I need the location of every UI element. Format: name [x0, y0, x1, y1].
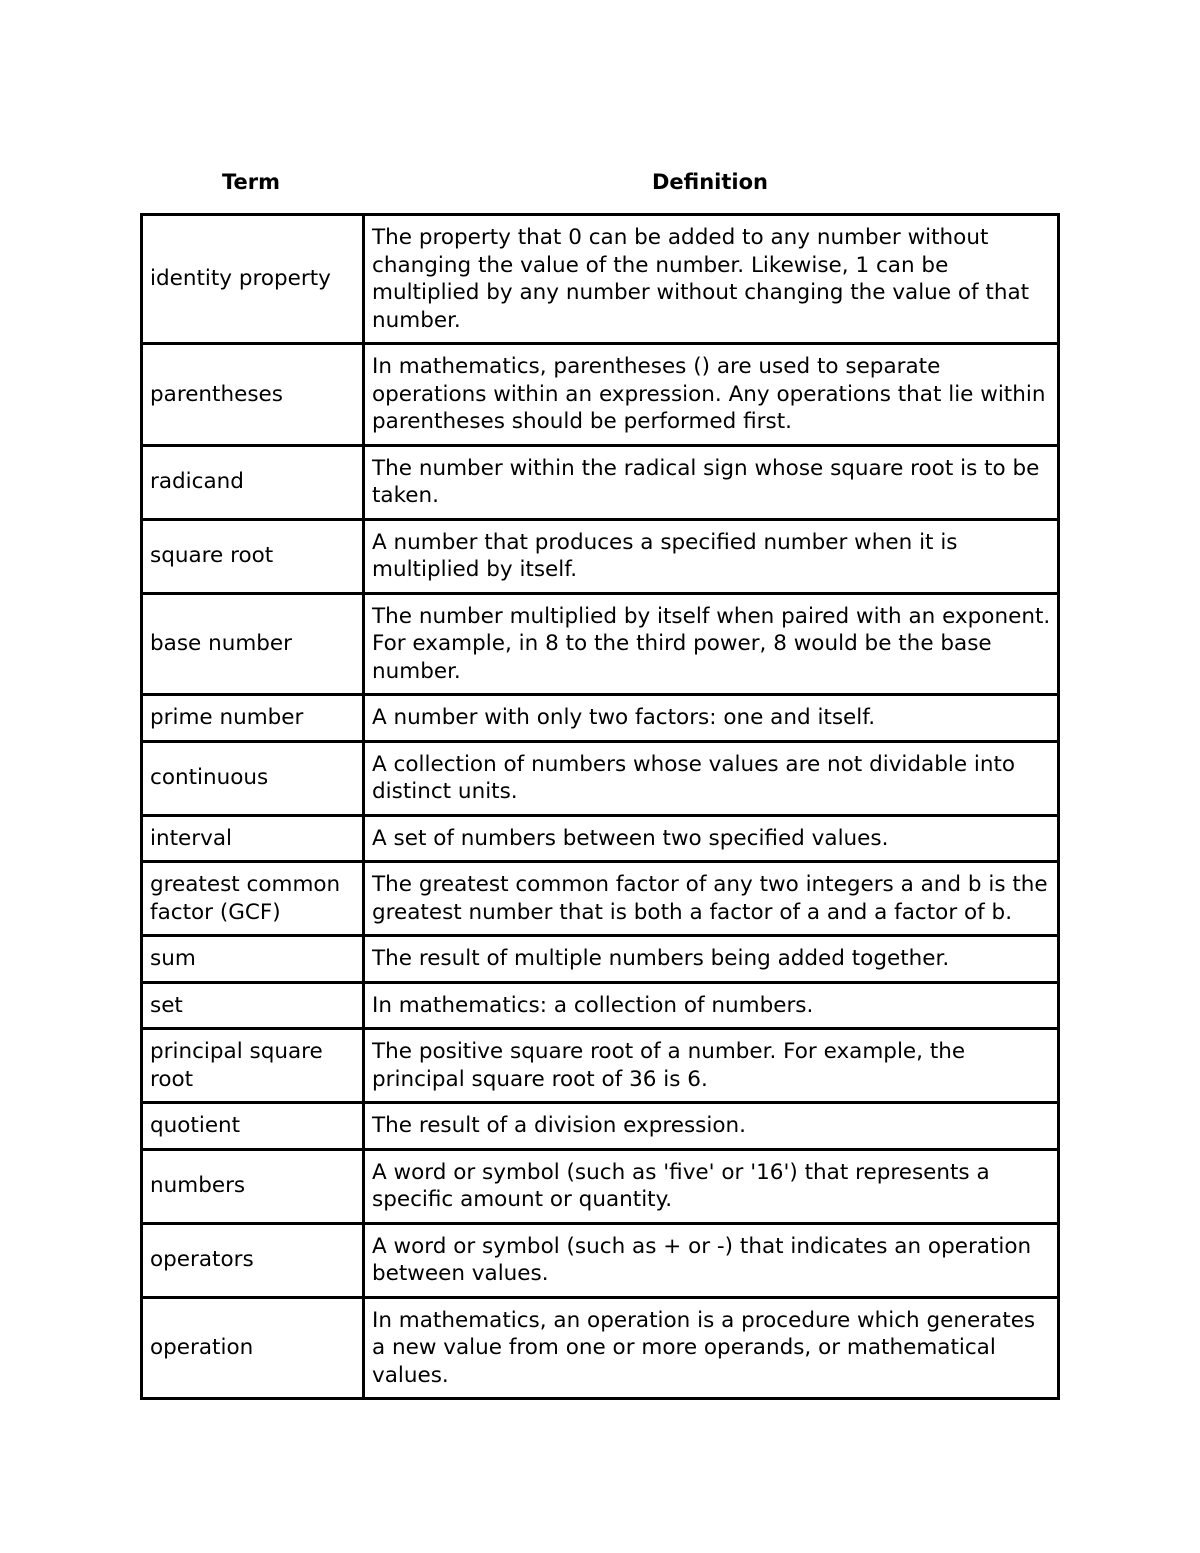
definition-cell: A number that produces a specified number when it is multiplied by itself. [364, 519, 1059, 593]
definition-cell: The result of multiple numbers being added together. [364, 936, 1059, 983]
definition-cell: In mathematics, an operation is a procedure which generates a new value from one or more operands, or mathematical values. [364, 1297, 1059, 1399]
term-cell: continuous [142, 741, 364, 815]
table-row [142, 1223, 1059, 1297]
definition-cell: The number within the radical sign whose square root is to be taken. [364, 445, 1059, 519]
table-row [142, 445, 1059, 519]
definition-cell: The positive square root of a number. For example, the principal square root of 36 is 6. [364, 1029, 1059, 1103]
table-row [142, 1149, 1059, 1223]
term-cell: operators [142, 1223, 364, 1297]
glossary-table [140, 213, 1060, 1400]
table-row [142, 215, 1059, 344]
table-row [142, 1297, 1059, 1399]
table-row [142, 936, 1059, 983]
term-cell: principal square root [142, 1029, 364, 1103]
term-cell: operation [142, 1297, 364, 1399]
definition-cell: The result of a division expression. [364, 1103, 1059, 1150]
definition-cell: A word or symbol (such as + or -) that indicates an operation between values. [364, 1223, 1059, 1297]
definition-cell: A set of numbers between two specified values. [364, 815, 1059, 862]
definition-cell: In mathematics: a collection of numbers. [364, 982, 1059, 1029]
term-cell: prime number [142, 695, 364, 742]
column-headers [141, 170, 1059, 198]
definition-cell: The number multiplied by itself when paired with an exponent. For example, in 8 to the third power, 8 would be the base number. [364, 593, 1059, 695]
definition-cell: The property that 0 can be added to any number without changing the value of the number. Likewise, 1 can be multiplied by any number without changing the value of that number. [364, 215, 1059, 344]
term-cell: base number [142, 593, 364, 695]
table-row [142, 695, 1059, 742]
term-cell: sum [142, 936, 364, 983]
term-cell: square root [142, 519, 364, 593]
term-cell: quotient [142, 1103, 364, 1150]
table-row [142, 344, 1059, 446]
table-row [142, 815, 1059, 862]
definition-cell: The greatest common factor of any two integers a and b is the greatest number that is both a factor of a and a factor of b. [364, 862, 1059, 936]
term-cell: interval [142, 815, 364, 862]
definition-cell: In mathematics, parentheses () are used to separate operations within an expression. Any operations that lie within parentheses should be performed first. [364, 344, 1059, 446]
table-row [142, 982, 1059, 1029]
term-cell: radicand [142, 445, 364, 519]
definition-cell: A number with only two factors: one and itself. [364, 695, 1059, 742]
table-row [142, 862, 1059, 936]
table-row [142, 1103, 1059, 1150]
table-row [142, 741, 1059, 815]
term-cell: numbers [142, 1149, 364, 1223]
table-row [142, 519, 1059, 593]
table-row [142, 593, 1059, 695]
definition-cell: A word or symbol (such as 'five' or '16') that represents a specific amount or quantity. [364, 1149, 1059, 1223]
term-cell: greatest common factor (GCF) [142, 862, 364, 936]
table-row [142, 1029, 1059, 1103]
term-cell: identity property [142, 215, 364, 344]
term-cell: set [142, 982, 364, 1029]
term-cell: parentheses [142, 344, 364, 446]
term-header: Term [221, 170, 281, 194]
definition-header: Definition [651, 170, 768, 194]
definition-cell: A collection of numbers whose values are not dividable into distinct units. [364, 741, 1059, 815]
